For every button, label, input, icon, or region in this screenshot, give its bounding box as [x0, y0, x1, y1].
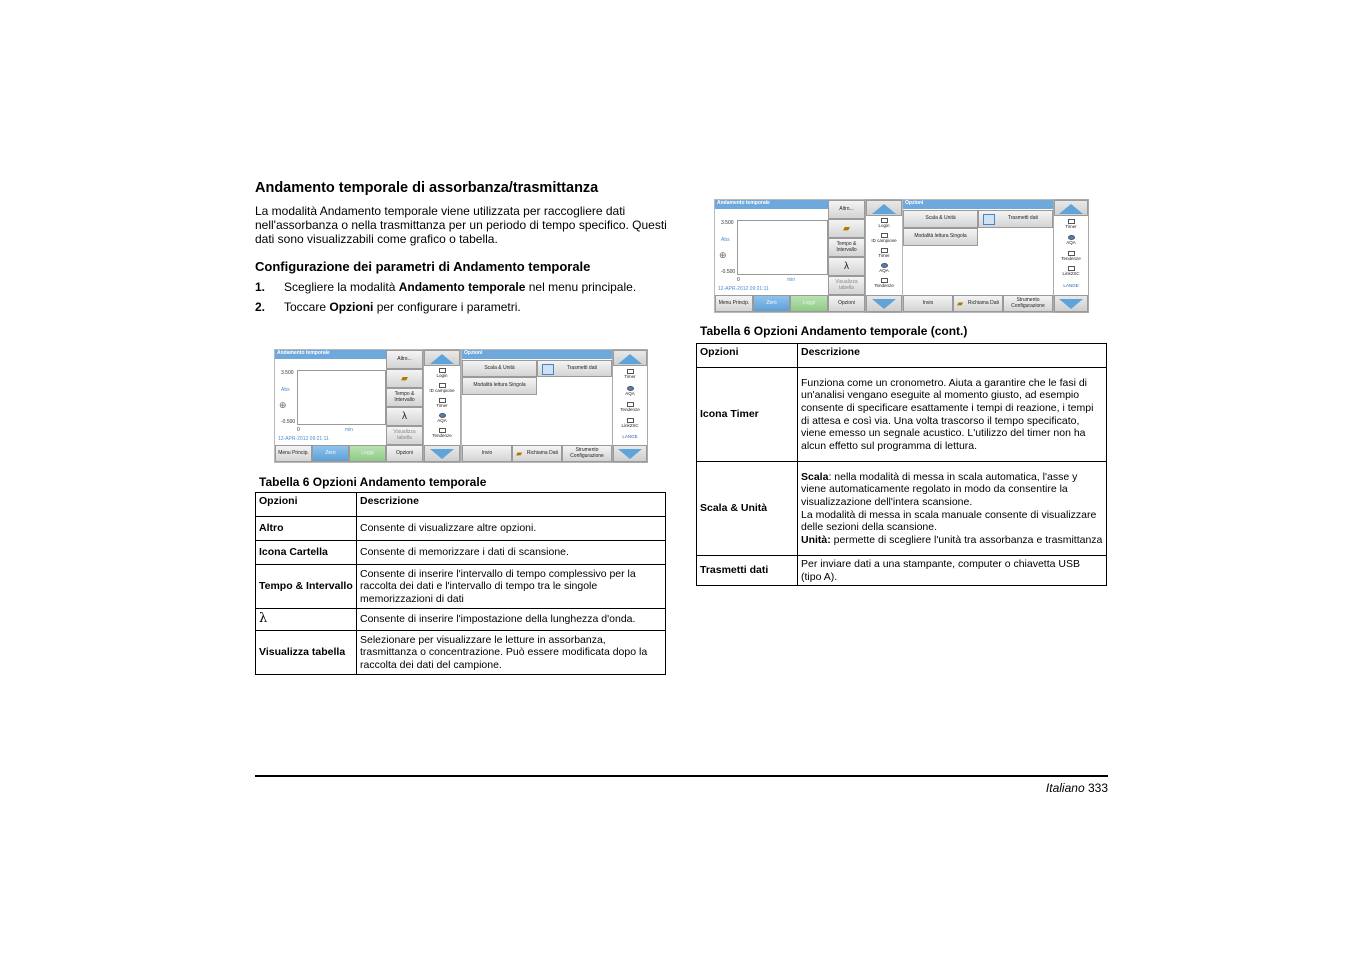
button-label: Richiama Dati: [967, 299, 999, 306]
zero-button[interactable]: Zero: [312, 445, 349, 462]
scroll-down-button[interactable]: [866, 295, 902, 312]
option-description: Funziona come un cronometro. Aiuta a garantire che le fasi di un'analisi vengano eseguite al momento giusto, ad esempio consente di specificare esattamente i tempi di reazione, i tempi di attesa e così via. Una volta trascorso il tempo specificato, viene emesso un segnale acustico. L'utilizzo del timer non ha alcun effetto sul programma di lettura.: [798, 368, 1107, 462]
step-text: Toccare: [284, 300, 330, 314]
options-table-continued: [696, 343, 1107, 586]
header-cell: Descrizione: [357, 493, 666, 517]
side-label: ID campione: [871, 238, 897, 243]
y-axis-bottom: -0.500: [281, 419, 296, 425]
description-text: permette di scegliere l'unità tra assorbanza e trasmittanza: [830, 533, 1103, 546]
x-axis-unit: min: [787, 277, 796, 283]
side-label: Tendenze: [620, 407, 640, 412]
side-label: Timer: [878, 253, 890, 258]
arrow-down-icon: [430, 449, 454, 459]
option-description: Selezionare per visualizzare le letture in assorbanza, trasmittanza o concentrazione. Può essere modificata dopo la raccolta dei dati del campione.: [357, 631, 666, 675]
side-tendenze[interactable]: [613, 402, 647, 412]
lambda-button[interactable]: λ: [386, 407, 423, 426]
arrow-down-icon: [1059, 299, 1083, 309]
scroll-up-button[interactable]: [424, 350, 460, 366]
richiama-dati-button[interactable]: [512, 445, 562, 462]
option-name: Trasmetti dati: [697, 556, 798, 586]
strumento-config-button[interactable]: Strumento Configurazione: [1003, 295, 1053, 312]
transmit-icon: [983, 214, 995, 225]
side-link2sc[interactable]: [1054, 266, 1088, 276]
x-axis-start: 0: [297, 427, 300, 433]
screen-title-bar: Opzioni: [462, 350, 612, 359]
description-text: : nella modalità di messa in scala automatica, l'asse y viene automaticamente regolato in modo da consentire la visualizzazione dell'intera scansione.: [801, 470, 1078, 508]
side-label: AQA: [879, 268, 889, 273]
table-row: [256, 631, 666, 675]
side-nav-panel: [865, 199, 903, 313]
step-2: [255, 300, 521, 314]
side-timer[interactable]: [1054, 219, 1088, 229]
scroll-up-button[interactable]: [866, 200, 902, 216]
side-aqa[interactable]: [866, 263, 902, 273]
tempo-intervallo-button[interactable]: Tempo & Intervallo: [386, 388, 423, 407]
table-row: [697, 368, 1107, 462]
side-login[interactable]: [866, 218, 902, 228]
side-label: Tendenze: [1061, 256, 1081, 261]
screenshot-options: [902, 199, 1054, 313]
side-label: ID campione: [429, 388, 455, 393]
side-label: Timer: [436, 403, 448, 408]
option-name: Icona Timer: [697, 368, 798, 462]
page-number: 333: [1087, 781, 1108, 795]
table-row: [256, 541, 666, 565]
altro-button[interactable]: Altro...: [828, 200, 865, 219]
timestamp: 12-APR-2012 09:21:11: [718, 286, 769, 292]
arrow-up-icon: [618, 354, 642, 364]
folder-icon[interactable]: ▰: [828, 219, 865, 238]
arrow-down-icon: [872, 299, 896, 309]
arrow-up-icon: [1059, 204, 1083, 214]
invio-button[interactable]: Invio: [903, 295, 953, 312]
zero-button[interactable]: Zero: [753, 295, 790, 312]
side-nav-panel: [612, 349, 648, 463]
screen-title-bar: Opzioni: [903, 200, 1053, 209]
timestamp: 12-APR-2012 09:21:11: [278, 436, 329, 442]
table-header-row: [256, 493, 666, 517]
side-label: Tendenze: [874, 283, 894, 288]
visualizza-tabella-button[interactable]: Visualizza tabella: [828, 276, 865, 295]
option-description: Per inviare dati a una stampante, computer o chiavetta USB (tipo A).: [798, 556, 1107, 586]
table-row: [256, 517, 666, 541]
step-number: 1.: [255, 280, 266, 294]
lambda-button[interactable]: λ: [828, 257, 865, 276]
option-description: Consente di memorizzare i dati di scansione.: [357, 541, 666, 565]
scroll-up-button[interactable]: [1054, 200, 1088, 216]
modalita-lettura-button[interactable]: Modalità lettura Singola: [462, 377, 537, 395]
option-name: λ: [256, 609, 357, 631]
lange-logo: LANGE: [1063, 283, 1079, 288]
button-label: Richiama Dati: [526, 449, 558, 456]
step-text: nel menu principale.: [525, 280, 637, 294]
table-row: [256, 609, 666, 631]
side-timer[interactable]: [613, 369, 647, 379]
side-id-campione[interactable]: [866, 233, 902, 243]
option-name: Tempo & Intervallo: [256, 565, 357, 609]
option-name: Icona Cartella: [256, 541, 357, 565]
side-label: AQA: [625, 391, 635, 396]
option-description: Consente di inserire l'intervallo di tempo complessivo per la raccolta dei dati e l'intervallo di tempo tra le singole memorizzazioni di dati: [357, 565, 666, 609]
leggi-button[interactable]: Leggi: [790, 295, 828, 312]
options-table: [255, 492, 666, 675]
scala-unita-button[interactable]: Scala & Unità: [903, 210, 978, 228]
leggi-button[interactable]: Leggi: [349, 445, 386, 462]
section-title: Andamento temporale di assorbanza/trasmittanza: [255, 180, 599, 196]
side-label: Login: [436, 373, 448, 378]
folder-icon[interactable]: ▰: [386, 369, 423, 388]
zoom-icon[interactable]: ⊕: [719, 250, 727, 260]
screenshot-time-trend: [274, 349, 424, 463]
arrow-up-icon: [872, 204, 896, 214]
option-name: Scala & Unità: [697, 462, 798, 556]
header-cell: Descrizione: [798, 344, 1107, 368]
step-text: Scegliere la modalità: [284, 280, 399, 294]
side-timer[interactable]: [866, 248, 902, 258]
trasmetti-dati-button[interactable]: [537, 360, 612, 377]
side-label: AQA: [437, 418, 447, 423]
scroll-down-button[interactable]: [424, 445, 460, 462]
scala-unita-button[interactable]: Scala & Unità: [462, 360, 537, 377]
step-1: [255, 280, 636, 294]
folder-icon: ▰: [516, 449, 523, 458]
option-description: Consente di inserire l'impostazione della lunghezza d'onda.: [357, 609, 666, 631]
tempo-intervallo-button[interactable]: Tempo & Intervallo: [828, 238, 865, 257]
button-label: Trasmetti dati: [566, 364, 597, 371]
bold-term: Unità:: [801, 533, 831, 546]
side-tendenze[interactable]: [1054, 251, 1088, 261]
altro-button[interactable]: Altro...: [386, 350, 423, 369]
side-aqa[interactable]: [1054, 235, 1088, 245]
scroll-up-button[interactable]: [613, 350, 647, 366]
page-footer: [1046, 781, 1108, 795]
menu-button[interactable]: Menu Princip.: [715, 295, 753, 312]
scroll-down-button[interactable]: [613, 445, 647, 462]
side-label: Link2SC: [621, 423, 639, 428]
side-login[interactable]: [424, 368, 460, 378]
y-axis-unit: Abs: [721, 237, 730, 243]
arrow-down-icon: [618, 449, 642, 459]
table-row: [256, 565, 666, 609]
side-label: AQA: [1066, 240, 1076, 245]
zoom-icon[interactable]: ⊕: [279, 400, 287, 410]
opzioni-button[interactable]: Opzioni: [828, 295, 865, 312]
screenshot-options: [461, 349, 613, 463]
arrow-up-icon: [430, 354, 454, 364]
visualizza-tabella-button[interactable]: Visualizza tabella: [386, 426, 423, 445]
side-label: Tendenze: [432, 433, 452, 438]
graph-area: [297, 370, 386, 425]
header-cell: Opzioni: [256, 493, 357, 517]
table-row: [697, 556, 1107, 586]
opzioni-button[interactable]: Opzioni: [386, 445, 423, 462]
x-axis-unit: min: [345, 427, 354, 433]
option-name: Visualizza tabella: [256, 631, 357, 675]
graph-area: [737, 220, 828, 275]
step-bold: Andamento temporale: [398, 280, 526, 294]
button-label: Trasmetti dati: [1007, 215, 1038, 222]
side-label: Link2SC: [1062, 271, 1080, 276]
side-nav-panel: [423, 349, 461, 463]
side-label: Timer: [1065, 224, 1077, 229]
trasmetti-dati-button[interactable]: [978, 210, 1053, 228]
table2-caption: Tabella 6 Opzioni Andamento temporale (cont.): [700, 324, 968, 338]
side-label: Login: [878, 223, 890, 228]
menu-button[interactable]: Menu Princip.: [275, 445, 312, 462]
y-axis-bottom: -0.500: [721, 269, 736, 275]
table1-caption: Tabella 6 Opzioni Andamento temporale: [259, 475, 487, 489]
bold-term: Scala: [801, 470, 829, 483]
footer-rule: [255, 775, 1108, 777]
step-bold: Opzioni: [329, 300, 374, 314]
x-axis-start: 0: [737, 277, 740, 283]
description-text: La modalità di messa in scala manuale consente di visualizzare delle sezioni della scansione.: [801, 508, 1097, 534]
modalita-lettura-button[interactable]: Modalità lettura Singola: [903, 228, 978, 246]
y-axis-top: 3.500: [281, 370, 294, 376]
invio-button[interactable]: Invio: [462, 445, 512, 462]
step-number: 2.: [255, 300, 266, 314]
screen-title-bar: Andamento temporale: [715, 200, 828, 209]
header-cell: Opzioni: [697, 344, 798, 368]
side-link2sc[interactable]: [613, 418, 647, 428]
folder-icon: ▰: [957, 299, 964, 308]
y-axis-unit: Abs: [281, 387, 290, 393]
option-name: Altro: [256, 517, 357, 541]
lange-logo: LANGE: [622, 434, 638, 439]
screenshot-time-trend: [714, 199, 866, 313]
subsection-title: Configurazione dei parametri di Andamento temporale: [255, 259, 591, 274]
table-header-row: [697, 344, 1107, 368]
y-axis-top: 3.500: [721, 220, 734, 226]
transmit-icon: [542, 364, 554, 375]
intro-paragraph: La modalità Andamento temporale viene utilizzata per raccogliere dati nell'assorbanza o nella trasmittanza per un periodo di tempo specifico. Questi dati sono visualizzabili come grafico o tabella.: [255, 204, 667, 246]
side-timer[interactable]: [424, 398, 460, 408]
footer-language: Italiano: [1045, 781, 1085, 795]
side-id-campione[interactable]: [424, 383, 460, 393]
table-row: [697, 462, 1107, 556]
strumento-config-button[interactable]: Strumento Configurazione: [562, 445, 612, 462]
step-text: per configurare i parametri.: [373, 300, 521, 314]
side-tendenze[interactable]: [424, 428, 460, 438]
option-description: [798, 462, 1107, 556]
scroll-down-button[interactable]: [1054, 295, 1088, 312]
option-description: Consente di visualizzare altre opzioni.: [357, 517, 666, 541]
side-tendenze[interactable]: [866, 278, 902, 288]
screen-title-bar: Andamento temporale: [275, 350, 386, 359]
side-aqa[interactable]: [424, 413, 460, 423]
side-label: Timer: [624, 374, 636, 379]
side-aqa[interactable]: [613, 386, 647, 396]
richiama-dati-button[interactable]: [953, 295, 1003, 312]
side-nav-panel: [1053, 199, 1089, 313]
